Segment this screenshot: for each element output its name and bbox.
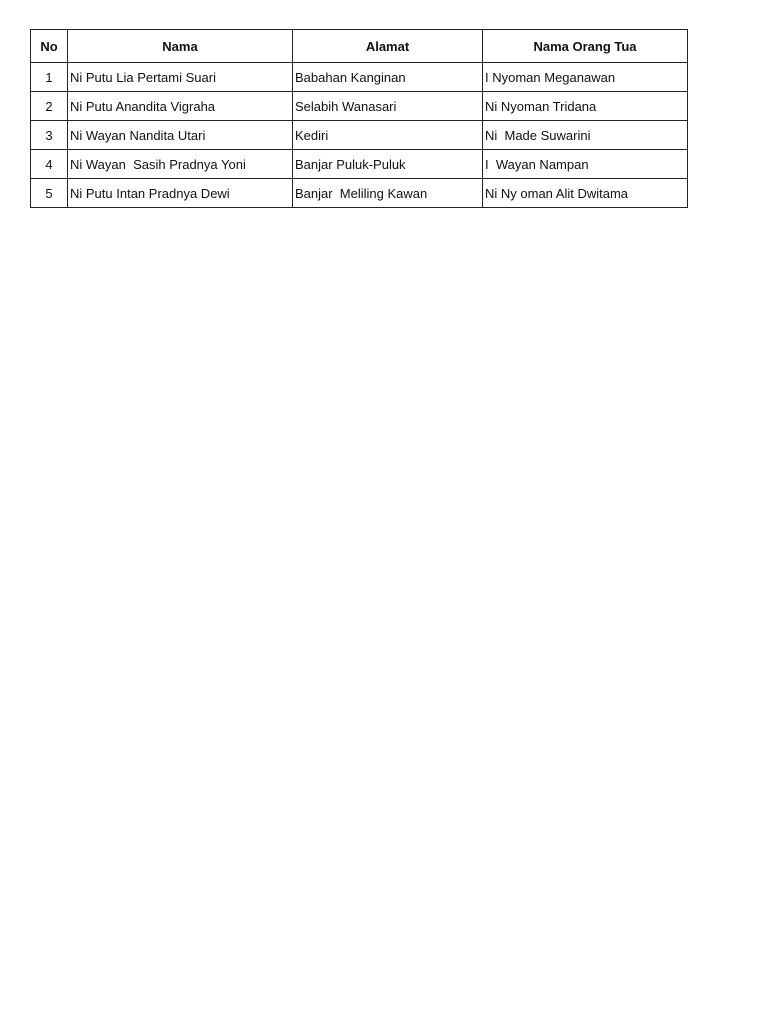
- cell-nama-orang-tua: Ni Ny oman Alit Dwitama: [483, 179, 688, 208]
- header-alamat: Alamat: [293, 30, 483, 63]
- cell-nama: Ni Wayan Sasih Pradnya Yoni: [68, 150, 293, 179]
- table-row: [31, 150, 688, 179]
- cell-nama: Ni Putu Anandita Vigraha: [68, 92, 293, 121]
- cell-nama-orang-tua: I Nyoman Meganawan: [483, 63, 688, 92]
- table-row: [31, 92, 688, 121]
- header-nama: Nama: [68, 30, 293, 63]
- cell-no: 4: [31, 150, 68, 179]
- cell-alamat: Kediri: [293, 121, 483, 150]
- table-row: [31, 63, 688, 92]
- header-no: No: [31, 30, 68, 63]
- cell-no: 2: [31, 92, 68, 121]
- cell-no: 5: [31, 179, 68, 208]
- table-header: [31, 30, 688, 63]
- cell-no: 3: [31, 121, 68, 150]
- cell-alamat: Banjar Meliling Kawan: [293, 179, 483, 208]
- cell-nama-orang-tua: Ni Made Suwarini: [483, 121, 688, 150]
- cell-nama: Ni Putu Lia Pertami Suari: [68, 63, 293, 92]
- cell-alamat: Babahan Kanginan: [293, 63, 483, 92]
- cell-nama-orang-tua: I Wayan Nampan: [483, 150, 688, 179]
- cell-nama-orang-tua: Ni Nyoman Tridana: [483, 92, 688, 121]
- cell-nama: Ni Wayan Nandita Utari: [68, 121, 293, 150]
- table-body: [31, 63, 688, 208]
- header-row: [31, 30, 688, 63]
- student-table: [30, 29, 688, 208]
- cell-alamat: Selabih Wanasari: [293, 92, 483, 121]
- header-nama-orang-tua: Nama Orang Tua: [483, 30, 688, 63]
- cell-nama: Ni Putu Intan Pradnya Dewi: [68, 179, 293, 208]
- document-page: [30, 29, 687, 208]
- table-row: [31, 179, 688, 208]
- table-row: [31, 121, 688, 150]
- cell-alamat: Banjar Puluk-Puluk: [293, 150, 483, 179]
- cell-no: 1: [31, 63, 68, 92]
